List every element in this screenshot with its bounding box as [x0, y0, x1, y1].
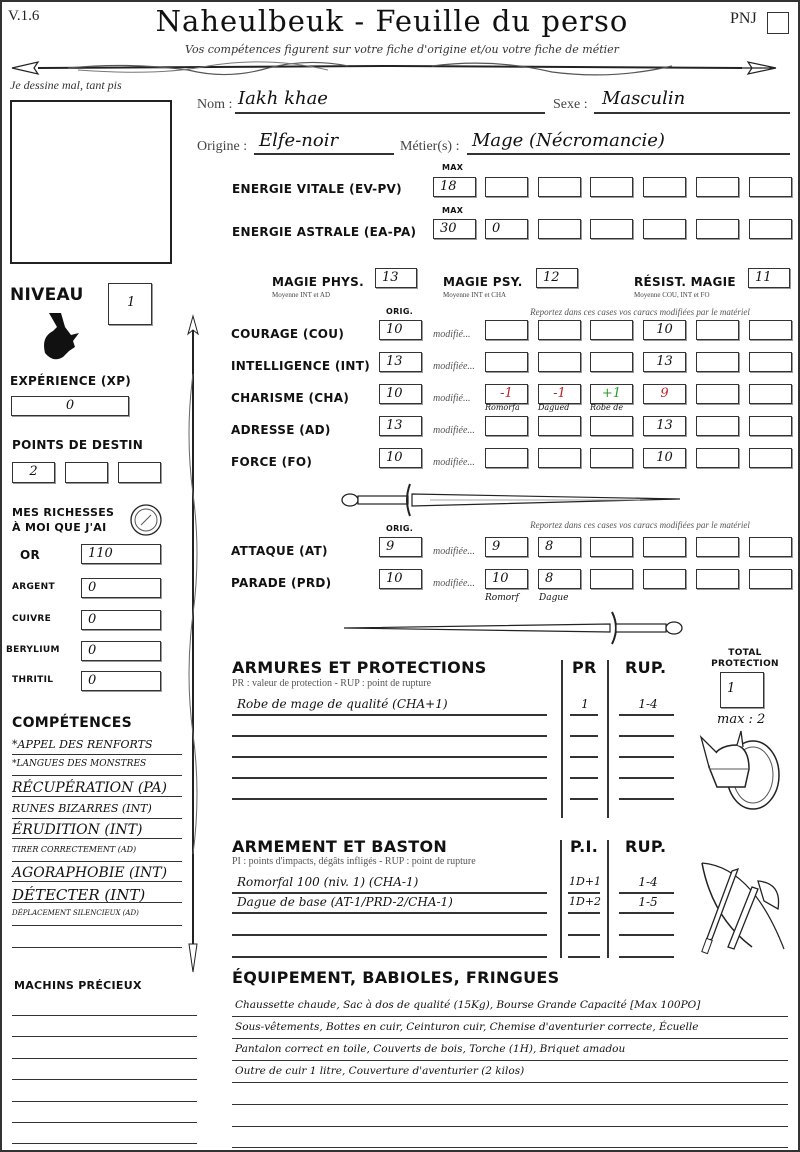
carac-mod-box[interactable] [485, 416, 528, 436]
carac-label: CHARISME (CHA) [231, 391, 350, 405]
combat-modifie-label: modifiée... [433, 546, 475, 557]
carac-mod-box[interactable] [485, 448, 528, 468]
carac-mod-box[interactable] [485, 320, 528, 340]
carac-mod-box[interactable] [538, 448, 581, 468]
subtitle: Vos compétences figurent sur votre fiche d'origine et/ou votre fiche de métier [185, 43, 619, 56]
ea-box-7[interactable] [749, 219, 792, 239]
carac-mod-note: Dagued [538, 403, 570, 412]
armure-line [232, 756, 547, 758]
arme-name[interactable]: Romorfal 100 (niv. 1) (CHA-1) [237, 875, 419, 889]
sexe-value[interactable]: Masculin [602, 88, 686, 109]
competence-line [12, 947, 182, 948]
combat-report-note: Reportez dans ces cases vos caracs modifiées par le matériel [530, 520, 750, 530]
combat-mod-box[interactable] [590, 569, 633, 589]
carac-modifie-label: modifié... [433, 393, 471, 404]
competence-item[interactable]: DÉTECTER (INT) [12, 886, 146, 904]
caracs-report-note: Reportez dans ces cases vos caracs modifiées par le matériel [530, 307, 750, 317]
carac-orig-box[interactable]: 10 [379, 448, 422, 468]
niveau-label: NIVEAU [10, 285, 84, 305]
version-label: V.1.6 [8, 8, 40, 24]
origine-line [254, 153, 394, 155]
carac-label: FORCE (FO) [231, 455, 313, 469]
machins-line[interactable] [12, 1079, 197, 1080]
arme-pi-line [568, 892, 600, 894]
carac-mod-box[interactable] [749, 384, 792, 404]
money-label: OR [20, 548, 41, 562]
armures-title: ARMURES ET PROTECTIONS [232, 658, 487, 677]
arme-pi-line [568, 956, 600, 958]
carac-mod-box[interactable] [749, 320, 792, 340]
ea-box-4[interactable] [590, 219, 633, 239]
carac-modifie-label: modifiée... [433, 457, 475, 468]
xp-box[interactable]: 0 [11, 396, 129, 416]
combat-mod-box[interactable] [749, 569, 792, 589]
arme-rup-line [619, 934, 674, 936]
ev-box-2[interactable] [485, 177, 528, 197]
ev-label: ENERGIE VITALE (EV-PV) [232, 182, 402, 196]
machins-line[interactable] [12, 1143, 197, 1144]
ev-box-7[interactable] [749, 177, 792, 197]
armement-separator-1 [560, 840, 562, 958]
carac-mod-box[interactable]: -1 [485, 384, 528, 404]
competence-item[interactable]: AGORAPHOBIE (INT) [12, 865, 168, 881]
machins-label: MACHINS PRÉCIEUX [14, 979, 142, 992]
money-label: ARGENT [12, 582, 55, 592]
armement-title: ARMEMENT ET BASTON [232, 837, 448, 856]
carac-label: COURAGE (COU) [231, 327, 345, 341]
machins-line[interactable] [12, 1015, 197, 1016]
armures-note: PR : valeur de protection - RUP : point de rupture [232, 678, 432, 689]
armure-pr-line [570, 798, 598, 800]
total-protection-label [702, 648, 788, 670]
arme-pi-line [568, 912, 600, 914]
origine-label: Origine : [197, 139, 248, 154]
sexe-line [594, 112, 790, 114]
combat-mod-box[interactable] [696, 569, 739, 589]
carac-modifie-label: modifiée... [433, 425, 475, 436]
ea-box-2[interactable]: 0 [485, 219, 528, 239]
armure-pr-line [570, 735, 598, 737]
armure-rup-line [619, 798, 674, 800]
machins-line[interactable] [12, 1101, 197, 1102]
arme-pi[interactable]: 1D+2 [569, 895, 602, 908]
ea-box-3[interactable] [538, 219, 581, 239]
competence-line [12, 818, 182, 819]
combat-label: ATTAQUE (AT) [231, 544, 328, 558]
resist-magie-label: RÉSIST. MAGIE [634, 275, 736, 289]
carac-mod-box[interactable] [749, 416, 792, 436]
armure-rup-line [619, 756, 674, 758]
ea-box-5[interactable] [643, 219, 686, 239]
competence-line [12, 925, 182, 926]
carac-mod-box[interactable]: 10 [643, 448, 686, 468]
weapons-icon [692, 857, 792, 957]
magie-psy-label: MAGIE PSY. [443, 275, 523, 289]
carac-mod-box[interactable] [696, 384, 739, 404]
carac-mod-box[interactable] [590, 320, 633, 340]
carac-mod-box[interactable]: +1 [590, 384, 633, 404]
armure-line [232, 777, 547, 779]
equipement-line [232, 1126, 788, 1127]
combat-mod-box[interactable]: 8 [538, 569, 581, 589]
equipement-line [232, 1060, 788, 1061]
machins-line[interactable] [12, 1036, 197, 1037]
helmet-shield-icon [697, 727, 787, 817]
spear-vertical [185, 314, 201, 974]
destin-label: POINTS DE DESTIN [12, 438, 144, 452]
machins-line[interactable] [12, 1058, 197, 1059]
armement-separator-2 [607, 840, 609, 958]
carac-mod-box[interactable] [538, 416, 581, 436]
carac-mod-box[interactable]: 13 [643, 416, 686, 436]
equipement-line [232, 1038, 788, 1039]
armure-line [232, 714, 547, 716]
carac-label: ADRESSE (AD) [231, 423, 331, 437]
xp-label: EXPÉRIENCE (XP) [10, 374, 132, 388]
carac-mod-box[interactable] [696, 352, 739, 372]
carac-mod-box[interactable]: 9 [643, 384, 686, 404]
destin-box-3[interactable] [118, 462, 161, 483]
money-box[interactable]: 0 [81, 641, 161, 661]
ev-box-3[interactable] [538, 177, 581, 197]
armement-col-pi: P.I. [570, 837, 599, 856]
carac-mod-box[interactable] [749, 352, 792, 372]
carac-orig-box[interactable]: 13 [379, 352, 422, 372]
total-protection-max: max : 2 [717, 712, 766, 727]
carac-mod-box[interactable] [696, 320, 739, 340]
carac-mod-box[interactable] [538, 352, 581, 372]
carac-mod-box[interactable] [590, 416, 633, 436]
richesses-label [12, 505, 114, 535]
magie-phys-label: MAGIE PHYS. [272, 275, 364, 289]
combat-mod-box[interactable] [590, 537, 633, 557]
carac-modifie-label: modifié... [433, 329, 471, 340]
competence-item[interactable]: RUNES BIZARRES (INT) [12, 802, 152, 815]
money-box[interactable]: 0 [81, 610, 161, 630]
portrait-box[interactable] [10, 100, 172, 264]
ea-label: ENERGIE ASTRALE (EA-PA) [232, 225, 417, 239]
competence-line [12, 838, 182, 839]
equipement-line [232, 1082, 788, 1083]
money-label: CUIVRE [12, 614, 52, 624]
armure-pr-line [570, 756, 598, 758]
total-protection-box[interactable]: 1 [720, 672, 764, 708]
ev-box-5[interactable] [643, 177, 686, 197]
arme-rup-line [619, 892, 674, 894]
ea-box-6[interactable] [696, 219, 739, 239]
pnj-label: PNJ [730, 10, 757, 27]
combat-modifie-label: modifiée... [433, 578, 475, 589]
equipement-line [232, 1016, 788, 1017]
armures-separator-1 [561, 660, 563, 818]
armement-note: PI : points d'impacts, dégâts infligés - RUP : point de rupture [232, 856, 476, 867]
combat-mod-box[interactable] [643, 537, 686, 557]
metier-label: Métier(s) : [400, 139, 460, 154]
armures-col-rup: RUP. [625, 658, 667, 677]
money-box[interactable]: 0 [81, 578, 161, 598]
coin-icon [129, 503, 163, 537]
nom-line [235, 112, 545, 114]
armures-separator-2 [607, 660, 609, 818]
arme-line [232, 892, 547, 894]
arme-name[interactable]: Dague de base (AT-1/PRD-2/CHA-1) [237, 895, 453, 909]
equipement-line-text[interactable]: Outre de cuir 1 litre, Couverture d'aventurier (2 kilos) [235, 1065, 525, 1077]
arme-pi-line [568, 934, 600, 936]
combat-mod-box[interactable]: 10 [485, 569, 528, 589]
competence-line [12, 796, 182, 797]
competence-item[interactable]: *APPEL DES RENFORTS [12, 738, 153, 751]
metier-line [467, 153, 790, 155]
combat-orig-box[interactable]: 9 [379, 537, 422, 557]
equipement-line [232, 1104, 788, 1105]
combat-note-dague: Dague [539, 593, 569, 603]
competence-item[interactable]: *LANGUES DES MONSTRES [12, 759, 147, 769]
carac-mod-box[interactable] [590, 352, 633, 372]
arme-rup[interactable]: 1-5 [638, 895, 658, 909]
armure-pr[interactable]: 1 [581, 697, 589, 711]
arme-line [232, 934, 547, 936]
money-box[interactable]: 110 [81, 544, 161, 564]
competence-line [12, 754, 182, 755]
page-title: Naheulbeuk - Feuille du perso [155, 4, 629, 38]
equipement-line [232, 1147, 788, 1148]
metier-value[interactable]: Mage (Nécromancie) [472, 130, 665, 151]
competence-line [12, 881, 182, 882]
carac-mod-box[interactable] [590, 448, 633, 468]
nom-label: Nom : [197, 97, 233, 112]
resist-magie-box[interactable]: 11 [748, 268, 790, 288]
combat-note-romorf: Romorf [485, 593, 519, 603]
armure-rup[interactable]: 1-4 [638, 697, 658, 711]
spear-ornament-right [392, 54, 792, 82]
nom-value[interactable]: Iakh khae [238, 88, 328, 109]
armure-rup-line [619, 735, 674, 737]
arme-rup-line [619, 956, 674, 958]
armure-line [232, 798, 547, 800]
arme-pi[interactable]: 1D+1 [569, 875, 602, 888]
competence-item[interactable]: DÉPLACEMENT SILENCIEUX (AD) [12, 909, 139, 917]
caracs-orig-label: ORIG. [386, 307, 414, 316]
carac-mod-box[interactable] [696, 448, 739, 468]
carac-label: INTELLIGENCE (INT) [231, 359, 370, 373]
pnj-checkbox[interactable] [767, 12, 789, 34]
equipement-title: ÉQUIPEMENT, BABIOLES, FRINGUES [232, 968, 560, 987]
ea-max-label: MAX [442, 206, 464, 215]
combat-orig-box[interactable]: 10 [379, 569, 422, 589]
money-label: BERYLIUM [6, 645, 60, 655]
total-label-line2: PROTECTION [711, 659, 779, 669]
competences-label: COMPÉTENCES [12, 715, 132, 731]
combat-mod-box[interactable] [749, 537, 792, 557]
armure-rup-line [619, 714, 674, 716]
destin-box-1[interactable]: 2 [12, 462, 55, 483]
armure-rup-line [619, 777, 674, 779]
sword-illustration [340, 480, 685, 520]
origine-value[interactable]: Elfe-noir [259, 130, 339, 151]
combat-mod-box[interactable] [696, 537, 739, 557]
carac-mod-note: Robe de [590, 403, 624, 412]
resist-magie-note: Moyenne COU, INT et FO [634, 291, 710, 299]
richesses-label-line1: MES RICHESSES [12, 506, 115, 519]
money-label: THRITIL [12, 675, 54, 685]
armures-col-pr: PR [572, 658, 597, 677]
competence-line [12, 902, 182, 903]
dragon-icon [35, 307, 85, 365]
arme-rup-line [619, 912, 674, 914]
armure-name[interactable]: Robe de mage de qualité (CHA+1) [237, 697, 448, 711]
competence-item[interactable]: RÉCUPÉRATION (PA) [12, 780, 168, 796]
magie-psy-note: Moyenne INT et CHA [443, 291, 507, 299]
combat-mod-box[interactable]: 9 [485, 537, 528, 557]
competence-item[interactable]: TIRER CORRECTEMENT (AD) [12, 845, 137, 854]
armure-line [232, 735, 547, 737]
armure-pr-line [570, 714, 598, 716]
arme-line [232, 956, 547, 958]
sword-illustration-2 [340, 608, 685, 648]
carac-mod-box[interactable]: -1 [538, 384, 581, 404]
richesses-label-line2: À MOI QUE J'AI [12, 521, 107, 534]
competence-line [12, 861, 182, 862]
arme-rup[interactable]: 1-4 [638, 875, 658, 889]
carac-mod-box[interactable]: 13 [643, 352, 686, 372]
combat-orig-label: ORIG. [386, 524, 414, 533]
ea-box-1[interactable]: 30 [433, 219, 476, 239]
equipement-line-text[interactable]: Sous-vêtements, Bottes en cuir, Ceinturon cuir, Chemise d'aventurier correcte, Écuelle [235, 1021, 699, 1033]
carac-mod-box[interactable]: 10 [643, 320, 686, 340]
carac-mod-note: Romorfa [485, 403, 520, 412]
ev-max-label: MAX [442, 163, 464, 172]
carac-modifie-label: modifiée... [433, 361, 475, 372]
sexe-label: Sexe : [553, 97, 588, 112]
competence-item[interactable]: ÉRUDITION (INT) [12, 822, 143, 838]
carac-orig-box[interactable]: 10 [379, 384, 422, 404]
magie-phys-note: Moyenne INT et AD [272, 291, 330, 299]
carac-mod-box[interactable] [696, 416, 739, 436]
magie-phys-box[interactable]: 13 [375, 268, 417, 288]
money-box[interactable]: 0 [81, 671, 161, 691]
destin-box-2[interactable] [65, 462, 108, 483]
competence-line [12, 775, 182, 776]
ev-box-1[interactable]: 18 [433, 177, 476, 197]
carac-mod-box[interactable] [749, 448, 792, 468]
armure-pr-line [570, 777, 598, 779]
combat-mod-box[interactable] [643, 569, 686, 589]
carac-mod-box[interactable] [485, 352, 528, 372]
combat-mod-box[interactable]: 8 [538, 537, 581, 557]
combat-label: PARADE (PRD) [231, 576, 332, 590]
magie-psy-box[interactable]: 12 [536, 268, 578, 288]
carac-mod-box[interactable] [538, 320, 581, 340]
ev-box-4[interactable] [590, 177, 633, 197]
armement-col-rup: RUP. [625, 837, 667, 856]
equipement-line-text[interactable]: Chaussette chaude, Sac à dos de qualité (15Kg), Bourse Grande Capacité [Max 100PO] [235, 999, 701, 1011]
niveau-box[interactable]: 1 [108, 283, 152, 325]
portrait-caption: Je dessine mal, tant pis [10, 78, 122, 92]
machins-line[interactable] [12, 1122, 197, 1123]
ev-box-6[interactable] [696, 177, 739, 197]
total-label-line1: TOTAL [728, 648, 762, 658]
equipement-line-text[interactable]: Pantalon correct en toile, Couverts de bois, Torche (1H), Briquet amadou [235, 1043, 626, 1055]
carac-orig-box[interactable]: 10 [379, 320, 422, 340]
carac-orig-box[interactable]: 13 [379, 416, 422, 436]
arme-line [232, 912, 547, 914]
